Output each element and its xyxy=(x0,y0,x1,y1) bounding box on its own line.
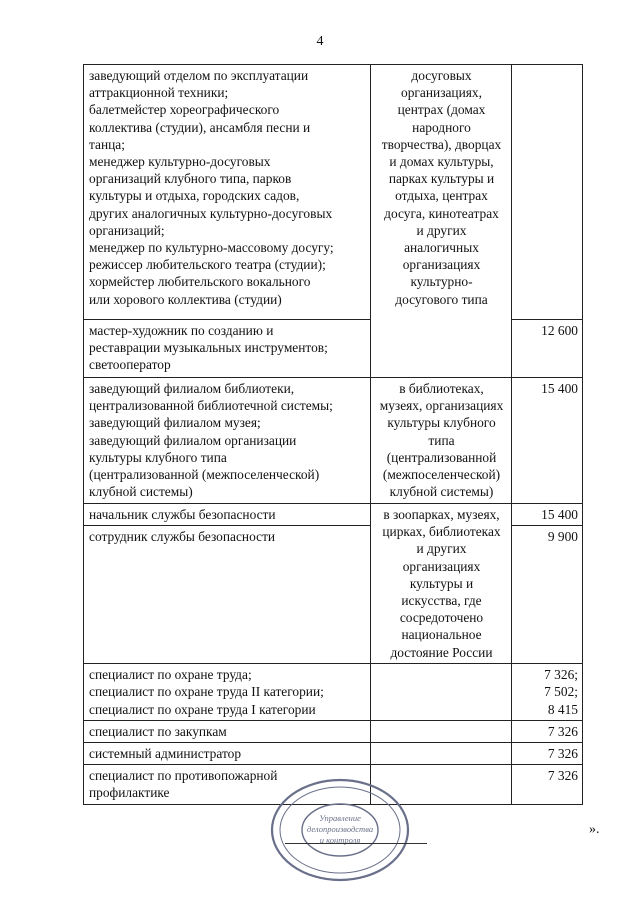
place-cell xyxy=(371,720,512,742)
text-line: специалист по противопожарной xyxy=(89,768,278,784)
table-row xyxy=(84,743,583,765)
text-line: организациях xyxy=(402,257,481,273)
position-cell xyxy=(84,664,371,721)
table-row xyxy=(84,664,583,721)
staff-salary-table xyxy=(83,64,583,805)
stamp-text-line: делопроизводства xyxy=(306,824,374,834)
text-line: хормейстер любительского вокального xyxy=(89,274,311,290)
text-line: досуга, кинотеатрах xyxy=(384,205,499,221)
text-line: светооператор xyxy=(89,357,171,373)
salary-cell xyxy=(512,504,583,526)
text-line: культуры и xyxy=(409,575,474,591)
text-line: музеях, организациях xyxy=(379,398,504,414)
text-line: специалист по охране труда II категории; xyxy=(89,684,324,700)
text-line: в зоопарках, музеях, xyxy=(383,507,500,522)
text-line: режиссер любительского театра (студии); xyxy=(89,257,326,273)
text-line: других аналогичных культурно-досуговых xyxy=(89,205,333,221)
text-line: организаций клубного типа, парков xyxy=(89,171,292,187)
place-cell xyxy=(371,743,512,765)
table-row xyxy=(84,378,583,504)
stamp-text-line: Управление xyxy=(319,813,361,823)
text-line: 8 415 xyxy=(547,701,578,717)
position-cell xyxy=(84,320,371,378)
place-cell xyxy=(371,664,512,721)
text-line: заведующий отделом по эксплуатации xyxy=(89,68,309,83)
text-line: специалист по охране труда; xyxy=(89,667,252,683)
text-line: народного xyxy=(412,119,471,135)
text-line: типа xyxy=(428,432,455,448)
text-line: 7 326 xyxy=(547,768,578,784)
text-line: танца; xyxy=(89,136,125,152)
salary-cell xyxy=(512,65,583,320)
text-line: центрах (домах xyxy=(397,102,486,118)
page-number: 4 xyxy=(316,34,324,49)
text-line: 7 326; xyxy=(544,667,578,683)
text-line: клубной системы) xyxy=(89,484,193,500)
text-line: в библиотеках, xyxy=(399,381,484,396)
text-line: достояние России xyxy=(390,644,493,660)
text-line: начальник службы безопасности xyxy=(89,507,276,522)
text-line: досугового типа xyxy=(395,291,488,307)
stamp-text-line: и контроля xyxy=(319,835,361,845)
text-line: 12 600 xyxy=(541,323,578,338)
place-cell xyxy=(371,378,512,504)
text-line: (межпоселенческой) xyxy=(382,467,501,483)
text-line: 15 400 xyxy=(541,381,578,396)
text-line: 7 326 xyxy=(547,723,578,739)
text-line: творчества), дворцах xyxy=(381,136,502,152)
salary-cell xyxy=(512,765,583,805)
salary-cell xyxy=(512,720,583,742)
text-line: заведующий филиалом библиотеки, xyxy=(89,381,295,396)
text-line: цирках, библиотеках xyxy=(382,524,501,540)
text-line: культуры клубного xyxy=(387,415,496,431)
text-line: 7 502; xyxy=(544,684,578,700)
text-line: досуговых xyxy=(411,68,472,83)
text-line: или хорового коллектива (студии) xyxy=(89,291,282,307)
text-line: и домах культуры, xyxy=(389,154,494,170)
text-line: менеджер культурно-досуговых xyxy=(89,154,271,170)
text-line: системный администратор xyxy=(89,746,242,762)
salary-cell xyxy=(512,664,583,721)
text-line: менеджер по культурно-массовому досугу; xyxy=(89,240,334,256)
text-line: (централизованной (межпоселенческой) xyxy=(89,467,320,483)
table-row xyxy=(84,65,583,320)
text-line: культуры клубного типа xyxy=(89,449,227,465)
text-line: специалист по закупкам xyxy=(89,723,227,739)
text-line: мастер-художник по созданию и xyxy=(89,323,274,338)
text-line: культурно- xyxy=(410,274,473,290)
text-line: сотрудник службы безопасности xyxy=(89,529,276,545)
text-line: заведующий филиалом музея; xyxy=(89,415,261,431)
place-cell xyxy=(371,504,512,664)
text-line: 7 326 xyxy=(547,746,578,762)
text-line: (централизованной xyxy=(386,449,497,465)
text-line: аттракционной техники; xyxy=(89,85,229,101)
salary-cell xyxy=(512,378,583,504)
text-line: 9 900 xyxy=(547,529,578,545)
text-line: централизованной библиотечной системы; xyxy=(89,398,333,414)
closing-quote: ». xyxy=(589,822,600,837)
text-line: организациях, xyxy=(401,85,482,101)
text-line: культуры и отдыха, городских садов, xyxy=(89,188,300,204)
text-line: клубной системы) xyxy=(389,484,494,500)
table-row xyxy=(84,720,583,742)
table-row xyxy=(84,504,583,526)
text-line: сосредоточено xyxy=(399,610,484,626)
text-line: и других xyxy=(416,222,467,238)
text-line: 15 400 xyxy=(541,507,578,522)
salary-cell xyxy=(512,526,583,664)
official-stamp xyxy=(268,775,418,885)
text-line: организаций; xyxy=(89,222,165,238)
position-cell xyxy=(84,65,371,320)
position-cell xyxy=(84,504,371,526)
text-line: заведующий филиалом организации xyxy=(89,432,297,448)
text-line: искусства, где xyxy=(401,593,482,609)
text-line: отдыха, центрах xyxy=(395,188,488,204)
salary-cell xyxy=(512,743,583,765)
position-cell xyxy=(84,743,371,765)
text-line: организациях xyxy=(402,558,481,574)
text-line: реставрации музыкальных инструментов; xyxy=(89,340,328,356)
signature-line xyxy=(285,843,427,844)
text-line: профилактике xyxy=(89,785,170,801)
text-line: коллектива (студии), ансамбля песни и xyxy=(89,119,311,135)
salary-cell xyxy=(512,320,583,378)
text-line: парках культуры и xyxy=(388,171,495,187)
text-line: национальное xyxy=(401,627,482,643)
position-cell xyxy=(84,378,371,504)
position-cell xyxy=(84,526,371,664)
text-line: аналогичных xyxy=(404,240,479,256)
position-cell xyxy=(84,720,371,742)
text-line: балетмейстер хореографического xyxy=(89,102,280,118)
place-cell xyxy=(371,65,512,378)
text-line: специалист по охране труда I категории xyxy=(89,701,316,717)
text-line: и других xyxy=(416,541,467,557)
